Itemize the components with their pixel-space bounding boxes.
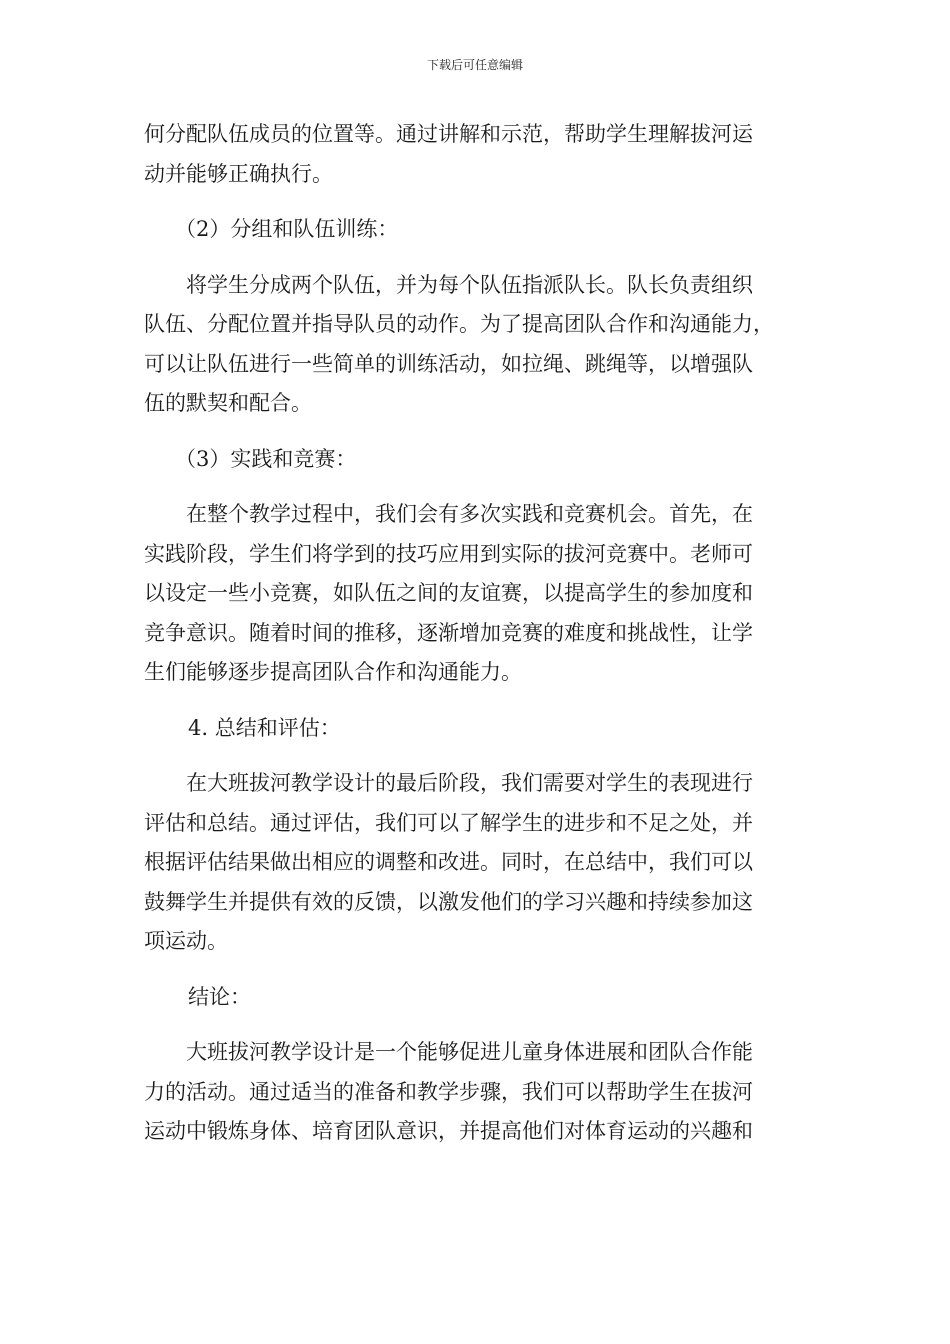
text-line: 大班拔河教学设计是一个能够促进儿童身体进展和团队合作能 bbox=[186, 1040, 753, 1064]
text-line: 将学生分成两个队伍，并为每个队伍指派队长。队长负责组织 bbox=[186, 272, 753, 297]
paragraph-summary bbox=[144, 764, 808, 962]
paragraph-continued bbox=[144, 115, 808, 194]
text-line: 以设定一些小竞赛，如队伍之间的友谊赛，以提高学生的参加度和 bbox=[144, 581, 753, 605]
section-heading-grouping bbox=[144, 210, 808, 250]
section-heading-conclusion bbox=[144, 978, 808, 1018]
text-line: 根据评估结果做出相应的调整和改进。同时，在总结中，我们可以 bbox=[144, 850, 753, 874]
text-line: 力的活动。通过适当的准备和教学步骤，我们可以帮助学生在拔河 bbox=[144, 1079, 753, 1104]
text-line: 项运动。 bbox=[144, 929, 228, 953]
page-header: 下载后可任意编辑 bbox=[426, 58, 523, 72]
section-heading-summary bbox=[144, 709, 808, 749]
text-line: 动并能够正确执行。 bbox=[144, 161, 333, 186]
text-line: 何分配队伍成员的位置等。通过讲解和示范，帮助学生理解拔河运 bbox=[144, 122, 753, 146]
section-heading-practice bbox=[144, 440, 808, 480]
text-line: 伍的默契和配合。 bbox=[144, 391, 312, 415]
text-line: 竞争意识。随着时间的推移，逐渐增加竞赛的难度和挑战性，让学 bbox=[144, 620, 753, 645]
document-body bbox=[144, 115, 808, 1152]
text-line: 队伍、分配位置并指导队员的动作。为了提高团队合作和沟通能力， bbox=[144, 312, 774, 336]
text-line: 生们能够逐步提高团队合作和沟通能力。 bbox=[144, 660, 522, 684]
heading-text: （2）分组和队伍训练： bbox=[175, 217, 399, 241]
heading-text: （3）实践和竞赛： bbox=[175, 446, 357, 471]
text-line: 在整个教学过程中，我们会有多次实践和竞赛机会。首先，在 bbox=[186, 502, 753, 526]
text-line: 鼓舞学生并提供有效的反馈，以激发他们的学习兴趣和持续参加这 bbox=[144, 889, 753, 914]
paragraph-practice bbox=[144, 495, 808, 693]
text-line: 可以让队伍进行一些简单的训练活动，如拉绳、跳绳等，以增强队 bbox=[144, 351, 753, 376]
text-line: 运动中锻炼身体、培育团队意识，并提高他们对体育运动的兴趣和 bbox=[144, 1119, 753, 1143]
paragraph-conclusion bbox=[144, 1033, 808, 1152]
paragraph-grouping bbox=[144, 266, 808, 424]
text-line: 评估和总结。通过评估，我们可以了解学生的进步和不足之处，并 bbox=[144, 810, 753, 835]
text-line: 在大班拔河教学设计的最后阶段，我们需要对学生的表现进行 bbox=[186, 771, 753, 795]
heading-text: 4. 总结和评估： bbox=[188, 715, 341, 740]
heading-text: 结论： bbox=[188, 984, 251, 1009]
text-line: 实践阶段，学生们将学到的技巧应用到实际的拔河竞赛中。老师可 bbox=[144, 541, 753, 566]
